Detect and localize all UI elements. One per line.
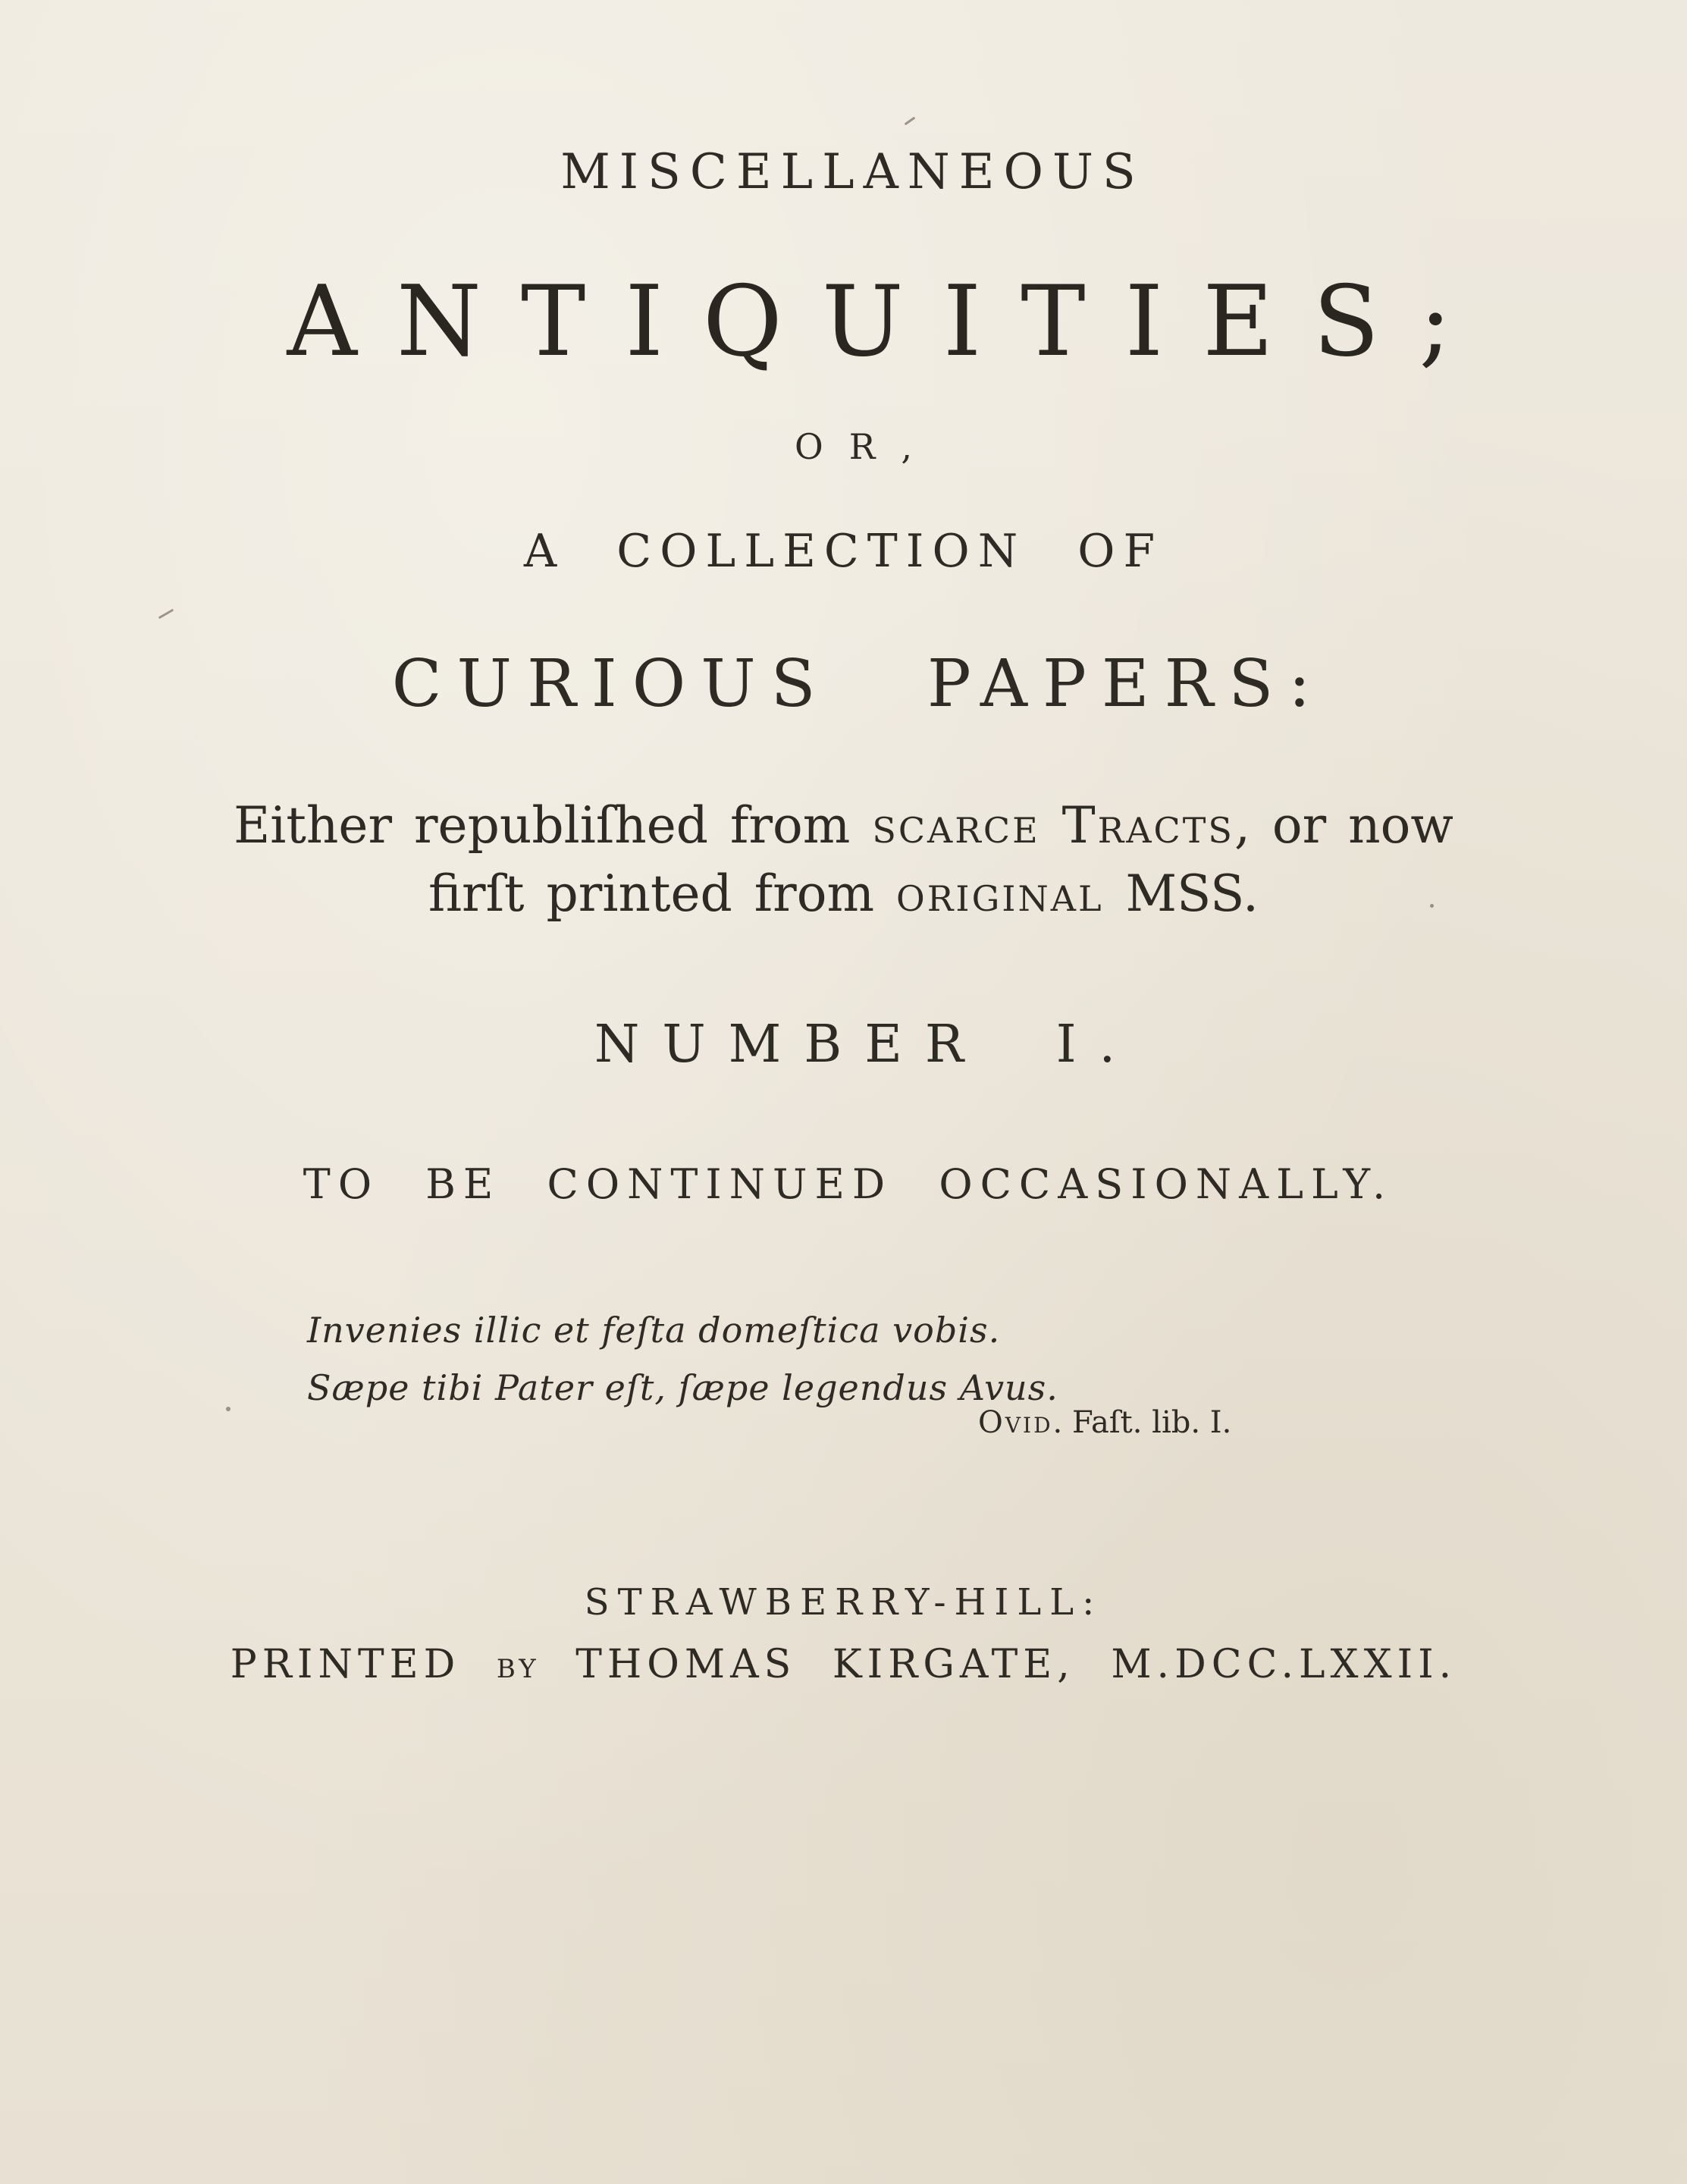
ink-speck — [158, 609, 174, 620]
description-text: Either republiſhed from — [234, 796, 851, 855]
description-line-2 — [0, 864, 1687, 923]
imprint-by: BY — [496, 1654, 540, 1684]
epigraph-verse-2: Sæpe tibi Pater eſt, ſæpe legendus Avus. — [307, 1367, 1058, 1408]
epigraph-verse-1: Invenies illic et feſta domeſtica vobis. — [307, 1310, 1001, 1351]
description-small-caps: scarce — [872, 796, 1040, 855]
title-a-collection-of: A COLLECTION OF — [523, 525, 1164, 578]
number-line: NUMBER I. — [594, 1015, 1139, 1075]
imprint-printer: THOMAS KIRGATE, — [575, 1642, 1075, 1687]
imprint-place: STRAWBERRY-HILL: — [584, 1581, 1103, 1624]
description-text: MSS. — [1125, 864, 1259, 923]
epigraph-attribution — [978, 1405, 1231, 1440]
title-or: OR, — [795, 426, 938, 467]
epigraph-author: Ovid — [978, 1405, 1053, 1440]
continued-line: TO BE CONTINUED OCCASIONALLY. — [303, 1160, 1394, 1208]
description-small-caps: original — [896, 864, 1104, 923]
imprint-line — [0, 1642, 1687, 1687]
imprint-date: M.DCC.LXXII. — [1111, 1642, 1457, 1687]
description-text: , or now — [1234, 796, 1453, 855]
description-small-caps: Tracts — [1061, 796, 1234, 855]
title-antiquities: ANTIQUITIES; — [287, 265, 1491, 378]
ink-speck — [226, 1407, 230, 1411]
epigraph-source: . Faſt. lib. I. — [1052, 1405, 1232, 1440]
ink-speck — [905, 117, 916, 126]
title-curious-papers: CURIOUS PAPERS: — [391, 646, 1326, 722]
description-line-1 — [0, 796, 1687, 855]
imprint-printed: PRINTED — [230, 1642, 461, 1687]
title-miscellaneous: MISCELLANEOUS — [560, 144, 1145, 200]
description-text: firſt printed from — [428, 864, 875, 923]
